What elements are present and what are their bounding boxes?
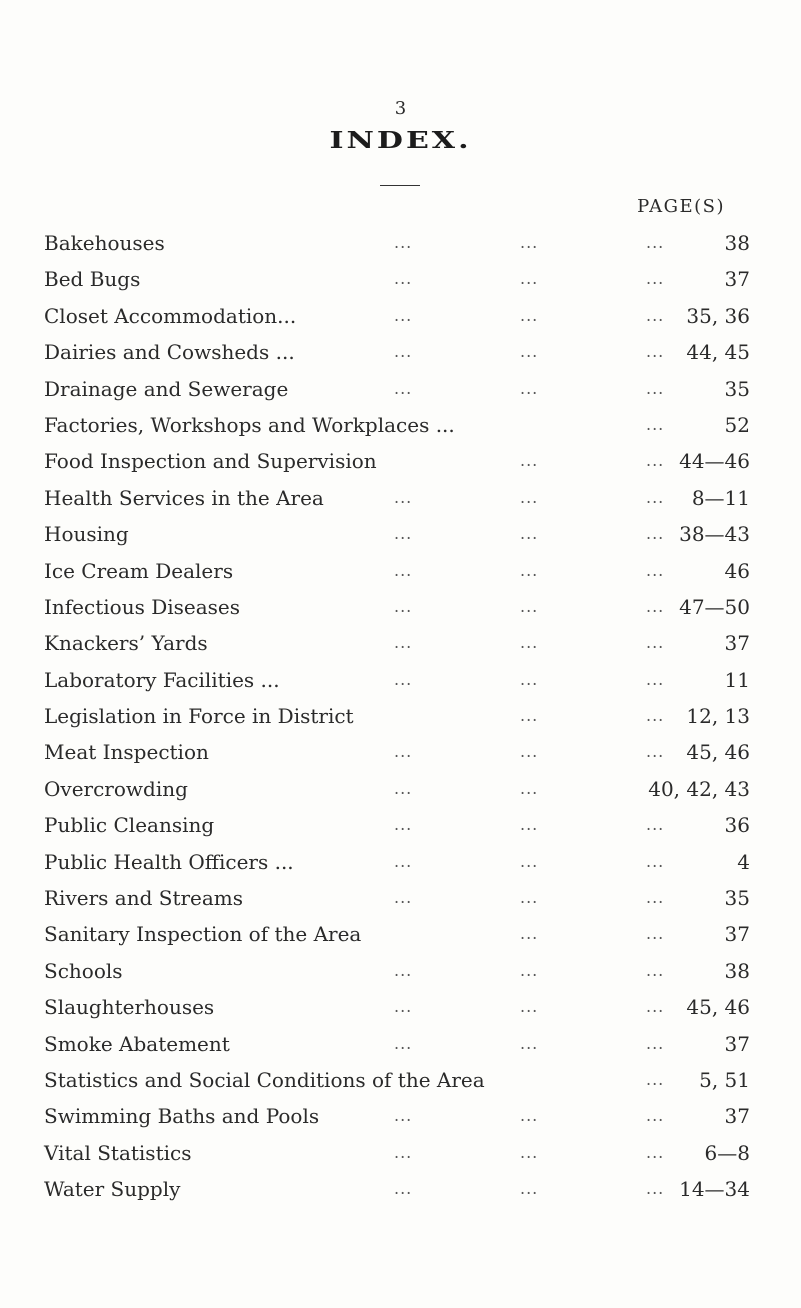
index-entry (44, 1135, 750, 1171)
leader-dots: ... (394, 1179, 413, 1199)
index-entry-subject: Meat Inspection (44, 740, 209, 765)
index-entry-subject: Bed Bugs (44, 267, 141, 292)
leader-dots: ... (646, 815, 665, 835)
index-entry (44, 989, 750, 1025)
index-entry-subject: Slaughterhouses (44, 995, 215, 1020)
index-entry-subject: Infectious Diseases (44, 594, 241, 619)
index-title: INDEX. (329, 127, 472, 155)
leader-dots: ... (394, 778, 413, 798)
leader-dots: ... (394, 233, 413, 252)
index-entry-pages: 5, 51 (699, 1067, 750, 1092)
index-entry-pages: 38 (724, 958, 750, 983)
index-entry (44, 844, 750, 880)
leader-dots: ... (520, 960, 539, 980)
index-entry-pages: 4 (737, 849, 750, 874)
leader-dots: ... (520, 451, 539, 471)
index-entry-pages: 46 (724, 558, 750, 583)
index-entry-subject: Dairies and Cowsheds ... (44, 340, 295, 365)
leader-dots: ... (646, 596, 665, 616)
page-number: 3 (394, 98, 407, 119)
index-entry-pages: 11 (724, 667, 750, 692)
index-entry-subject: Legislation in Force in District (44, 704, 354, 729)
index-entry-subject: Bakehouses (44, 231, 165, 255)
leader-dots: ... (394, 1142, 413, 1162)
leader-dots: ... (394, 524, 413, 544)
leader-dots: ... (646, 1142, 665, 1162)
leader-dots: ... (520, 487, 539, 507)
index-entry-subject: Food Inspection and Supervision (44, 449, 377, 474)
index-entry-subject: Closet Accommodation... (44, 303, 297, 328)
index-entry-pages: 45, 46 (686, 740, 750, 765)
index-entry (44, 480, 750, 516)
index-entry-pages: 35 (724, 376, 750, 401)
leader-dots: ... (520, 1106, 539, 1126)
leader-dots: ... (520, 269, 539, 289)
leader-dots: ... (394, 560, 413, 580)
leader-dots: ... (394, 269, 413, 289)
leader-dots: ... (520, 342, 539, 362)
index-entry-subject: Ice Cream Dealers (44, 558, 234, 583)
leader-dots: ... (394, 342, 413, 362)
leader-dots: ... (646, 997, 665, 1017)
leader-dots: ... (520, 1142, 539, 1162)
index-entry-subject: Water Supply (44, 1177, 181, 1202)
leader-dots: ... (520, 1033, 539, 1053)
index-entry (44, 516, 750, 552)
index-entry (44, 407, 750, 443)
index-entry (44, 807, 750, 843)
leader-dots: ... (394, 487, 413, 507)
index-entry (44, 771, 750, 807)
leader-dots: ... (520, 742, 539, 762)
index-entry-subject: Swimming Baths and Pools (44, 1104, 320, 1129)
index-entry-pages: 38 (724, 231, 750, 255)
leader-dots: ... (394, 1033, 413, 1053)
index-entry (44, 1062, 750, 1098)
leader-dots: ... (394, 815, 413, 835)
index-entry-pages: 37 (724, 267, 750, 292)
index-entry-subject: Schools (44, 958, 123, 983)
leader-dots: ... (646, 888, 665, 908)
index-entry-pages: 6—8 (704, 1140, 750, 1165)
index-entry-pages: 40, 42, 43 (648, 776, 750, 801)
leader-dots: ... (520, 851, 539, 871)
index-entry-pages: 52 (724, 412, 750, 437)
index-entry (44, 953, 750, 989)
index-entry-subject: Health Services in the Area (44, 485, 324, 510)
index-entry-pages: 44—46 (679, 449, 750, 474)
leader-dots: ... (520, 815, 539, 835)
index-entry-subject: Overcrowding (44, 776, 188, 801)
index-entry-subject: Factories, Workshops and Workplaces ... (44, 412, 455, 437)
index-entry-subject: Public Health Officers ... (44, 849, 294, 874)
index-entry-pages: 35 (724, 886, 750, 911)
index-entry (44, 1098, 750, 1134)
leader-dots: ... (646, 706, 665, 726)
index-entry-pages: 35, 36 (686, 303, 750, 328)
index-entry-subject: Smoke Abatement (44, 1031, 230, 1056)
index-entry (44, 225, 750, 261)
index-entry (44, 371, 750, 407)
index-entry (44, 553, 750, 589)
leader-dots: ... (646, 669, 665, 689)
leader-dots: ... (394, 633, 413, 653)
title-rule (380, 185, 420, 186)
index-entry (44, 734, 750, 770)
index-entry-subject: Public Cleansing (44, 813, 215, 838)
leader-dots: ... (394, 305, 413, 325)
index-entry-subject: Statistics and Social Conditions of the Area (44, 1067, 485, 1092)
leader-dots: ... (520, 669, 539, 689)
index-entry (44, 334, 750, 370)
index-entry (44, 1171, 750, 1207)
leader-dots: ... (646, 305, 665, 325)
leader-dots: ... (646, 1033, 665, 1053)
leader-dots: ... (394, 997, 413, 1017)
index-entry-subject: Sanitary Inspection of the Area (44, 922, 362, 947)
leader-dots: ... (520, 305, 539, 325)
leader-dots: ... (520, 778, 539, 798)
index-entry-subject: Drainage and Sewerage (44, 376, 289, 401)
leader-dots: ... (394, 1106, 413, 1126)
leader-dots: ... (646, 269, 665, 289)
leader-dots: ... (520, 633, 539, 653)
leader-dots: ... (394, 596, 413, 616)
index-entry-pages: 14—34 (679, 1177, 750, 1202)
leader-dots: ... (520, 233, 539, 252)
leader-dots: ... (520, 378, 539, 398)
leader-dots: ... (646, 560, 665, 580)
index-entry (44, 298, 750, 334)
pages-column-header: PAGE(S) (637, 196, 725, 217)
leader-dots: ... (646, 414, 665, 434)
index-entry-subject: Laboratory Facilities ... (44, 667, 280, 692)
leader-dots: ... (646, 378, 665, 398)
leader-dots: ... (520, 560, 539, 580)
leader-dots: ... (646, 451, 665, 471)
index-entry-pages: 37 (724, 1031, 750, 1056)
index-entry-pages: 38—43 (679, 522, 750, 547)
leader-dots: ... (646, 233, 665, 252)
index-entry (44, 662, 750, 698)
leader-dots: ... (394, 378, 413, 398)
index-entry (44, 916, 750, 952)
leader-dots: ... (394, 669, 413, 689)
leader-dots: ... (520, 596, 539, 616)
leader-dots: ... (520, 706, 539, 726)
index-entry-pages: 37 (724, 631, 750, 656)
leader-dots: ... (646, 851, 665, 871)
leader-dots: ... (520, 1179, 539, 1199)
leader-dots: ... (520, 888, 539, 908)
index-entry (44, 698, 750, 734)
index-entry-pages: 36 (724, 813, 750, 838)
index-entry-pages: 47—50 (679, 594, 750, 619)
leader-dots: ... (646, 487, 665, 507)
index-entry-subject: Rivers and Streams (44, 886, 244, 911)
leader-dots: ... (646, 633, 665, 653)
index-entry-pages: 37 (724, 922, 750, 947)
index-entry-subject: Vital Statistics (44, 1140, 192, 1165)
index-entry-subject: Knackers’ Yards (44, 631, 208, 656)
leader-dots: ... (520, 524, 539, 544)
index-list (44, 225, 750, 1208)
leader-dots: ... (520, 924, 539, 944)
leader-dots: ... (394, 960, 413, 980)
leader-dots: ... (646, 524, 665, 544)
leader-dots: ... (394, 851, 413, 871)
leader-dots: ... (394, 888, 413, 908)
index-entry (44, 261, 750, 297)
index-entry-pages: 12, 13 (686, 704, 750, 729)
leader-dots: ... (646, 742, 665, 762)
leader-dots: ... (520, 997, 539, 1017)
leader-dots: ... (646, 1179, 665, 1199)
leader-dots: ... (646, 1106, 665, 1126)
index-entry (44, 589, 750, 625)
index-entry (44, 880, 750, 916)
index-entry-pages: 45, 46 (686, 995, 750, 1020)
index-entry (44, 625, 750, 661)
leader-dots: ... (646, 1069, 665, 1089)
leader-dots: ... (646, 924, 665, 944)
leader-dots: ... (394, 742, 413, 762)
index-entry-pages: 8—11 (691, 485, 750, 510)
leader-dots: ... (646, 342, 665, 362)
leader-dots: ... (646, 960, 665, 980)
index-entry-pages: 37 (724, 1104, 750, 1129)
index-entry (44, 443, 750, 479)
index-entry (44, 1026, 750, 1062)
index-entry-pages: 44, 45 (686, 340, 750, 365)
index-entry-subject: Housing (44, 522, 129, 547)
